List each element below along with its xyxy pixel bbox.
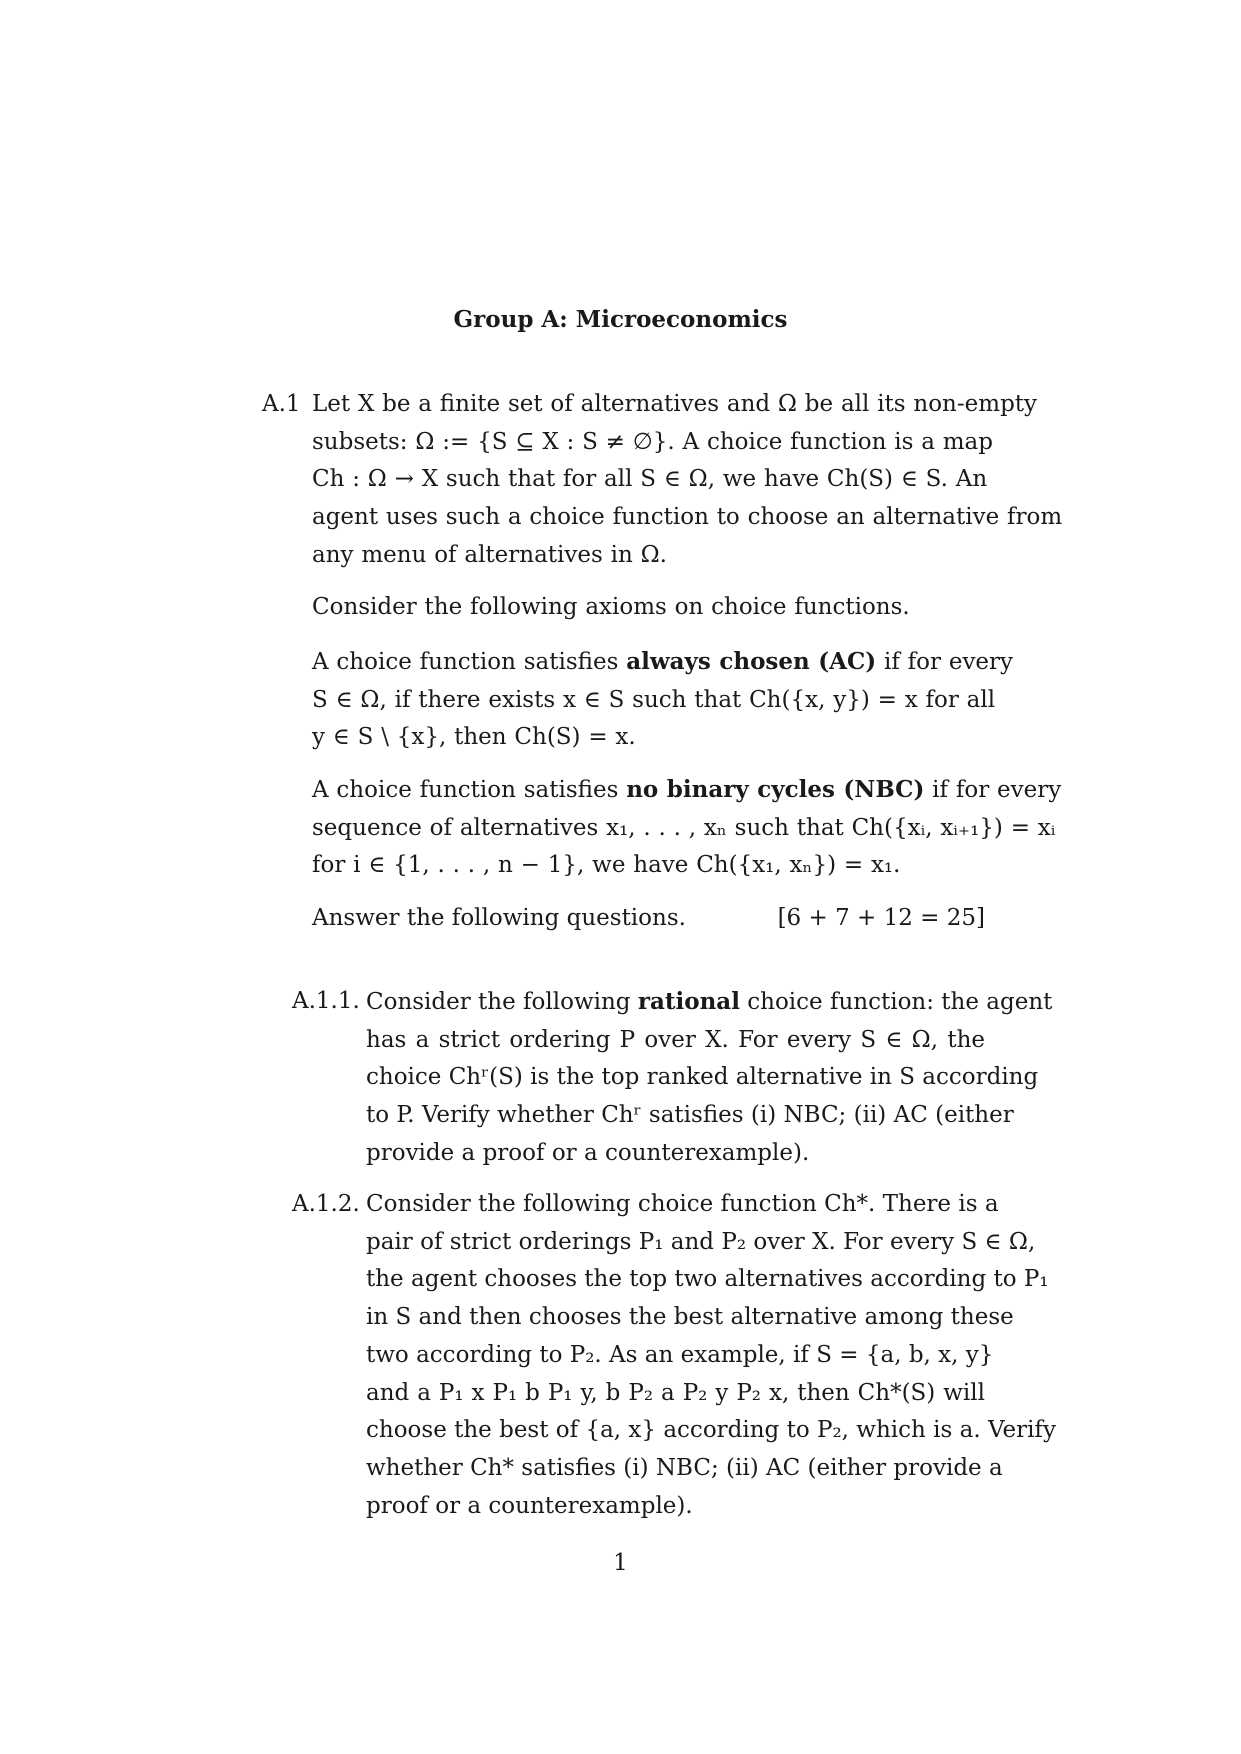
question-label: A.1	[262, 391, 301, 417]
rational-term: rational	[637, 988, 740, 1015]
subquestion-label: A.1.1.	[292, 988, 360, 1014]
axiom-nbc-prefix: A choice function satisfies	[312, 777, 627, 803]
section-heading: Group A: Microeconomics	[453, 306, 788, 333]
subquestion-line: two according to P₂. As an example, if S = {a, b, x, y}	[366, 1341, 994, 1368]
answer-text: Answer the following questions.	[312, 905, 686, 931]
page-number: 1	[613, 1550, 628, 1576]
subquestion-line: choose the best of {a, x} according to P₂, which is a. Verify	[366, 1417, 1056, 1444]
axiom-ac-first-line	[312, 643, 1014, 682]
subquestion-line: whether Ch* satisfies (i) NBC; (ii) AC (either provide a	[366, 1454, 1003, 1481]
subquestion-line: to P. Verify whether Chʳ satisfies (i) NBC; (ii) AC (either	[366, 1102, 1014, 1129]
axiom-nbc-line: for i ∈ {1, . . . , n − 1}, we have Ch({x₁, xₙ}) = x₁.	[312, 852, 901, 879]
subquestion-line: the agent chooses the top two alternatives according to P₁	[366, 1266, 1049, 1293]
answer-instructions	[312, 900, 985, 938]
intro-line: subsets: Ω := {S ⊆ X : S ≠ ∅}. A choice function is a map	[312, 428, 993, 455]
subquestion-suffix: choice function: the agent	[739, 989, 1053, 1015]
axioms-intro-text: Consider the following axioms on choice functions.	[312, 594, 910, 620]
subquestion-label: A.1.2.	[292, 1191, 360, 1217]
axiom-ac	[312, 643, 1014, 757]
subquestion-line: in S and then chooses the best alternative among these	[366, 1304, 1014, 1331]
axiom-ac-name: always chosen (AC)	[626, 648, 877, 675]
subquestion-line: proof or a counterexample).	[366, 1492, 693, 1519]
subquestion-line: Consider the following choice function Ch*. There is a	[366, 1191, 999, 1217]
axioms-intro	[312, 589, 985, 627]
subquestion-first-line	[366, 983, 1053, 1022]
intro-line: any menu of alternatives in Ω.	[312, 541, 667, 568]
axiom-nbc-line: sequence of alternatives x₁, . . . , xₙ such that Ch({xᵢ, xᵢ₊₁}) = xᵢ	[312, 814, 1056, 841]
subquestion-line: choice Chʳ(S) is the top ranked alternative in S according	[366, 1064, 1039, 1091]
axiom-nbc-suffix: if for every	[924, 777, 1062, 803]
subquestion-a12	[366, 1186, 1056, 1525]
subquestion-line: has a strict ordering P over X. For every S ∈ Ω, the	[366, 1026, 985, 1053]
question-intro	[312, 386, 1063, 575]
axiom-ac-line: S ∈ Ω, if there exists x ∈ S such that Ch({x, y}) = x for all	[312, 686, 996, 713]
marks-total: [6 + 7 + 12 = 25]	[777, 905, 985, 931]
axiom-nbc	[312, 771, 1062, 885]
axiom-ac-line: y ∈ S \ {x}, then Ch(S) = x.	[312, 724, 636, 751]
intro-line: agent uses such a choice function to choose an alternative from	[312, 504, 1063, 531]
subquestion-prefix: Consider the following	[366, 989, 638, 1015]
axiom-nbc-first-line	[312, 771, 1062, 810]
intro-line: Ch : Ω → X such that for all S ∈ Ω, we have Ch(S) ∈ S. An	[312, 466, 988, 493]
subquestion-a11	[366, 983, 1053, 1173]
axiom-nbc-name: no binary cycles (NBC)	[626, 776, 925, 803]
subquestion-line: and a P₁ x P₁ b P₁ y, b P₂ a P₂ y P₂ x, then Ch*(S) will	[366, 1379, 985, 1406]
axiom-ac-suffix: if for every	[876, 649, 1014, 675]
subquestion-line: provide a proof or a counterexample).	[366, 1139, 810, 1166]
intro-line: Let X be a finite set of alternatives and Ω be all its non-empty	[312, 391, 1038, 417]
axiom-ac-prefix: A choice function satisfies	[312, 649, 627, 675]
subquestion-line: pair of strict orderings P₁ and P₂ over X. For every S ∈ Ω,	[366, 1228, 1036, 1255]
